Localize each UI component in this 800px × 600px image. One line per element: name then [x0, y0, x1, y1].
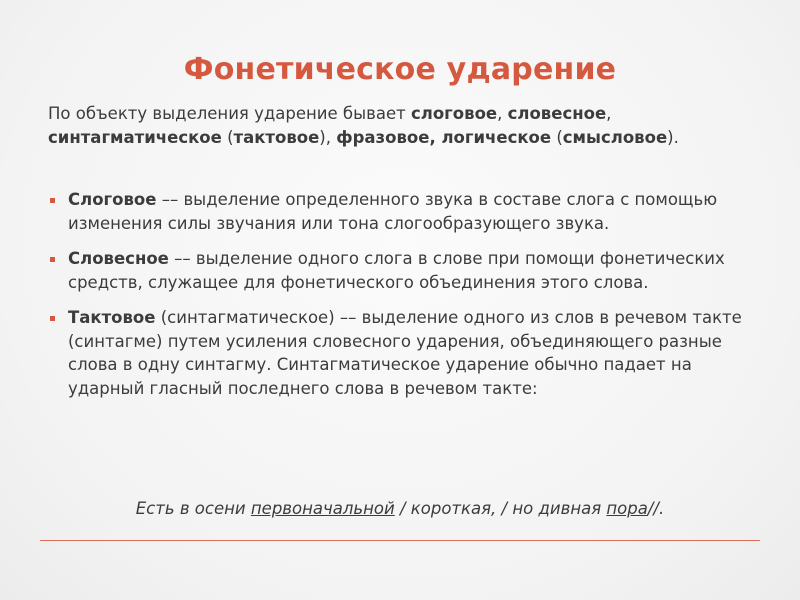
intro-text: ), — [319, 128, 337, 147]
bullet-list — [48, 188, 760, 412]
slide-title: Фонетическое ударение — [183, 52, 617, 87]
bullet-text: –– выделение одного слога в слове при помощи фонетических средств, служащее для фонетического объединения этого слова. — [68, 249, 725, 292]
intro-text: По объекту выделения ударение бывает — [48, 104, 411, 123]
intro-text: , — [606, 104, 612, 123]
bullet-square-icon — [50, 257, 55, 262]
intro-term-syntagmatic: синтагматическое — [48, 128, 222, 147]
intro-term-semantic: смысловое — [562, 128, 668, 147]
bullet-item-syllabic — [48, 188, 760, 235]
bullet-square-icon — [50, 198, 55, 203]
example-text: Есть в осени — [135, 499, 251, 518]
intro-term-phrasal-logical: фразовое, логическое — [336, 128, 552, 147]
bullet-term: Словесное — [68, 249, 169, 268]
bullet-item-tact — [48, 306, 760, 400]
intro-text: , — [497, 104, 508, 123]
example-stressed-word: пора — [606, 499, 648, 518]
intro-term-tact: тактовое — [233, 128, 320, 147]
intro-text: ( — [551, 128, 563, 147]
intro-text: ). — [667, 128, 679, 147]
bullet-item-verbal — [48, 247, 760, 294]
bullet-term: Слоговое — [68, 190, 157, 209]
intro-term-verbal: словесное — [507, 104, 607, 123]
bullet-term: Тактовое — [68, 308, 156, 327]
intro-term-syllabic: слоговое — [410, 104, 498, 123]
bullet-text: –– выделение определенного звука в составе слога с помощью изменения силы звучания или тона слогообразующего звука. — [68, 190, 718, 233]
example-sentence — [0, 499, 800, 518]
intro-text: ( — [221, 128, 234, 147]
example-text: / короткая, / но дивная — [394, 499, 607, 518]
example-text: //. — [647, 499, 665, 518]
bullet-text: (синтагматическое) –– выделение одного из слов в речевом такте (синтагме) путем усиления словесного ударения, объединяющего разные слова в одну синтагму. Синтагматическое ударение обычно падает на ударный гласный последнего слова в речевом такте: — [68, 308, 742, 398]
intro-paragraph — [48, 102, 748, 150]
example-stressed-word: первоначальной — [250, 499, 395, 518]
divider-line — [40, 540, 760, 541]
bullet-square-icon — [50, 316, 55, 321]
